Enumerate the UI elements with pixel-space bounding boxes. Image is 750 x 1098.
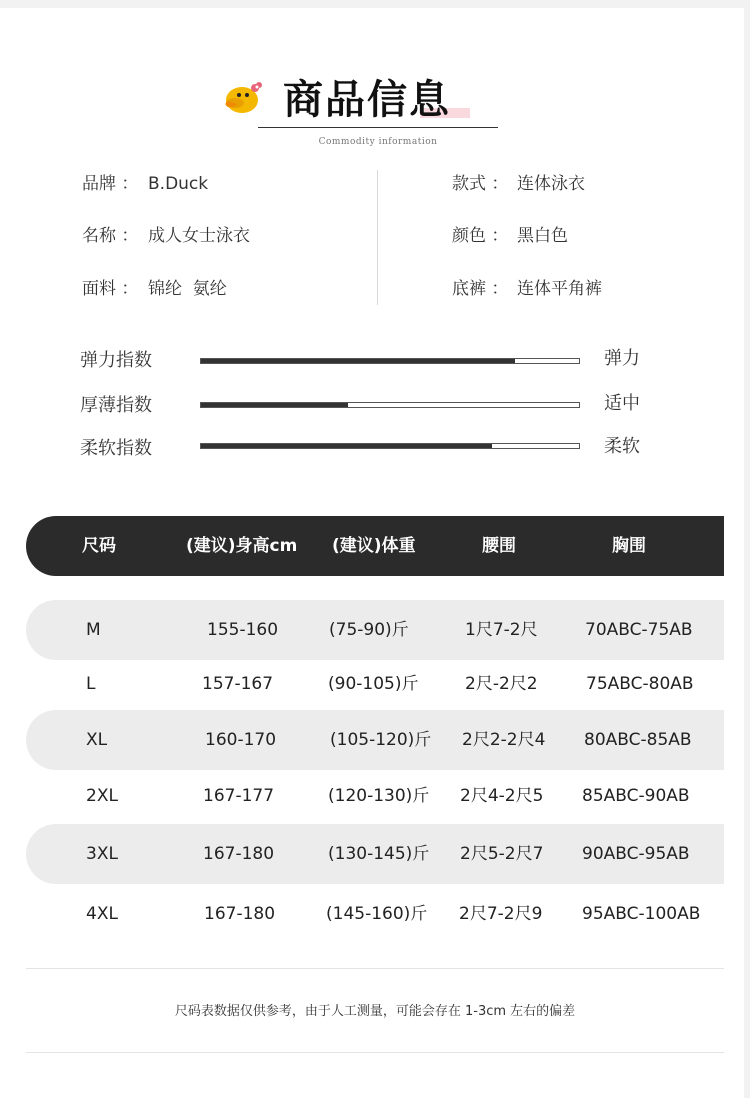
info-divider [377, 170, 378, 305]
header-waist: 腰围 [482, 536, 516, 556]
table-row [26, 766, 724, 826]
cell-weight: (130-145)斤 [328, 844, 430, 864]
cell-weight: (105-120)斤 [330, 730, 432, 750]
table-row [26, 710, 724, 770]
cell-weight: (145-160)斤 [326, 904, 428, 924]
size-table-header [26, 516, 724, 576]
cell-bust: 80ABC-85AB [584, 730, 692, 750]
page-subtitle: Commodity information [318, 137, 438, 147]
elasticity-bar [200, 358, 580, 364]
thickness-value: 适中 [604, 393, 640, 414]
note-divider-bottom [26, 1052, 724, 1053]
cell-bust: 95ABC-100AB [582, 904, 701, 924]
cell-size: XL [86, 730, 108, 750]
elasticity-label: 弹力指数 [80, 350, 152, 371]
cell-weight: (75-90)斤 [329, 620, 409, 640]
cell-weight: (120-130)斤 [328, 786, 430, 806]
brand-value: B.Duck [148, 174, 209, 194]
cell-weight: (90-105)斤 [328, 674, 419, 694]
note-divider-top [26, 968, 724, 969]
cell-bust: 85ABC-90AB [582, 786, 690, 806]
softness-value: 柔软 [604, 436, 640, 457]
cell-height: 157-167 [202, 674, 274, 694]
page-title: 商品信息 [283, 77, 451, 123]
table-row [26, 654, 724, 714]
elasticity-bar-fill [201, 359, 515, 363]
cell-waist: 1尺7-2尺 [465, 620, 538, 640]
name-value: 成人女士泳衣 [148, 226, 250, 246]
header-bust: 胸围 [612, 536, 646, 556]
brand-label: 品牌 ： [82, 174, 139, 194]
cell-height: 167-180 [203, 844, 275, 864]
fabric-label: 面料 ： [82, 279, 139, 299]
duck-logo-icon [222, 80, 262, 114]
cell-height: 160-170 [205, 730, 277, 750]
header-height: (建议)身高cm [186, 536, 298, 556]
cell-size: M [86, 620, 101, 640]
cell-height: 167-177 [203, 786, 275, 806]
cell-height: 167-180 [204, 904, 276, 924]
cell-size: 2XL [86, 786, 118, 806]
cell-waist: 2尺4-2尺5 [460, 786, 544, 806]
cell-bust: 70ABC-75AB [585, 620, 693, 640]
fabric-value: 锦纶 氨纶 [148, 279, 227, 299]
softness-bar-fill [201, 444, 492, 448]
color-value: 黑白色 [517, 226, 568, 246]
table-row [26, 824, 724, 884]
cell-size: L [86, 674, 96, 694]
title-underline [258, 127, 498, 128]
thickness-bar [200, 402, 580, 408]
cell-waist: 2尺7-2尺9 [459, 904, 543, 924]
softness-label: 柔软指数 [80, 438, 152, 459]
bottom-label: 底裤 ： [452, 279, 509, 299]
style-value: 连体泳衣 [517, 174, 585, 194]
header-weight: (建议)体重 [332, 536, 416, 556]
name-label: 名称 ： [82, 226, 139, 246]
cell-waist: 2尺-2尺2 [465, 674, 538, 694]
table-row [26, 600, 724, 660]
color-label: 颜色 ： [452, 226, 509, 246]
cell-size: 4XL [86, 904, 118, 924]
measurement-note: 尺码表数据仅供参考，由于人工测量，可能会存在 1-3cm 左右的偏差 [174, 1004, 576, 1019]
style-label: 款式 ： [452, 174, 509, 194]
cell-size: 3XL [86, 844, 118, 864]
header-size: 尺码 [82, 536, 116, 556]
softness-bar [200, 443, 580, 449]
cell-bust: 75ABC-80AB [586, 674, 694, 694]
table-row [26, 884, 724, 944]
cell-height: 155-160 [207, 620, 279, 640]
cell-waist: 2尺2-2尺4 [462, 730, 546, 750]
elasticity-value: 弹力 [604, 348, 640, 369]
bottom-value: 连体平角裤 [517, 279, 602, 299]
thickness-bar-fill [201, 403, 348, 407]
cell-waist: 2尺5-2尺7 [460, 844, 544, 864]
cell-bust: 90ABC-95AB [582, 844, 690, 864]
thickness-label: 厚薄指数 [80, 395, 152, 416]
